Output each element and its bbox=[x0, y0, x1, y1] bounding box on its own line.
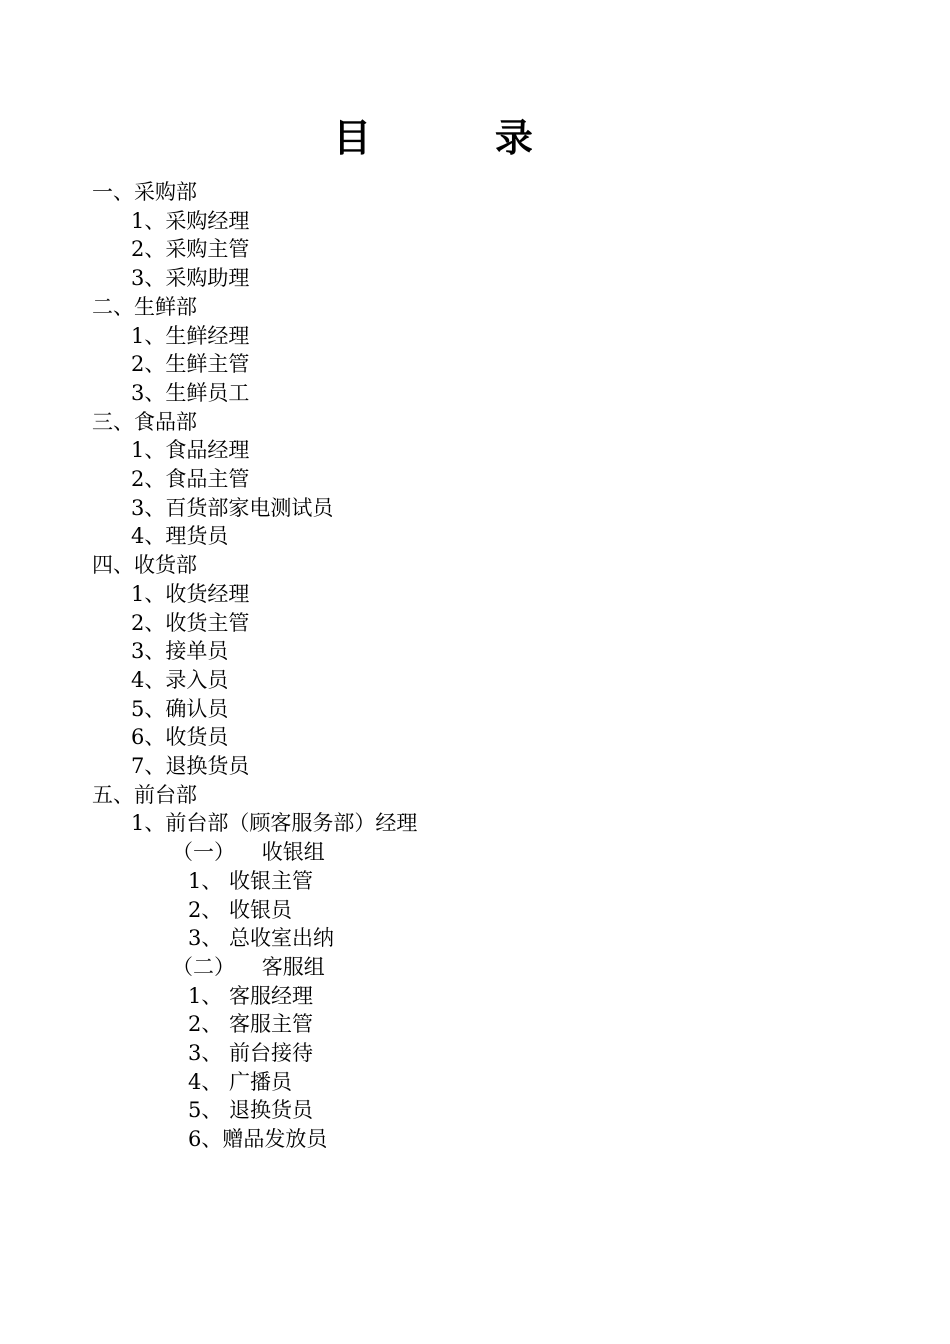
toc-entry: 1、采购经理 bbox=[131, 208, 250, 233]
toc-entry: 7、退换货员 bbox=[131, 754, 250, 778]
toc-entry: 1、生鲜经理 bbox=[131, 323, 250, 348]
toc-entry: 5、确认员 bbox=[131, 696, 229, 721]
toc-section-heading: 三、食品部 bbox=[92, 409, 197, 434]
toc-entry: 3、采购助理 bbox=[131, 266, 250, 291]
toc-entry: 6、收货员 bbox=[131, 725, 229, 750]
toc-section-heading: 四、收货部 bbox=[92, 553, 197, 578]
toc-entry: 2、 收银员 bbox=[188, 897, 293, 922]
toc-entry: 6、赠品发放员 bbox=[188, 1127, 328, 1152]
toc-entry: 1、 收银主管 bbox=[188, 868, 314, 893]
toc-entry: 3、接单员 bbox=[131, 639, 229, 664]
toc-entry: 1、收货经理 bbox=[131, 581, 250, 606]
toc-entry: 3、百货部家电测试员 bbox=[131, 495, 334, 520]
toc-entry: 4、理货员 bbox=[131, 524, 229, 549]
toc-section-heading: 一、采购部 bbox=[92, 180, 197, 204]
toc-entry: 2、生鲜主管 bbox=[131, 352, 250, 377]
toc-entry: 3、 总收室出纳 bbox=[188, 926, 335, 951]
toc-entry: 3、 前台接待 bbox=[188, 1041, 314, 1065]
toc-entry: 1、 客服经理 bbox=[188, 983, 314, 1008]
toc-entry: 4、录入员 bbox=[131, 667, 229, 692]
toc-entry: （一） 收银组 bbox=[172, 840, 325, 865]
toc-section-heading: 二、生鲜部 bbox=[92, 294, 197, 319]
toc-entry: 5、 退换货员 bbox=[188, 1098, 314, 1123]
toc-entry: （二） 客服组 bbox=[172, 954, 325, 979]
toc-entry: 3、生鲜员工 bbox=[131, 380, 250, 405]
toc-entry: 1、前台部（顾客服务部）经理 bbox=[131, 811, 418, 836]
toc-entry: 2、收货主管 bbox=[131, 610, 250, 635]
toc-entry: 2、食品主管 bbox=[131, 467, 250, 491]
page-title: 目 录 bbox=[333, 115, 535, 160]
toc-section-heading: 五、前台部 bbox=[92, 782, 197, 807]
toc-entry: 2、 客服主管 bbox=[188, 1012, 314, 1037]
toc-entry: 1、食品经理 bbox=[131, 438, 250, 463]
toc-entry: 4、 广播员 bbox=[188, 1069, 293, 1094]
toc-entry: 2、采购主管 bbox=[131, 237, 250, 262]
